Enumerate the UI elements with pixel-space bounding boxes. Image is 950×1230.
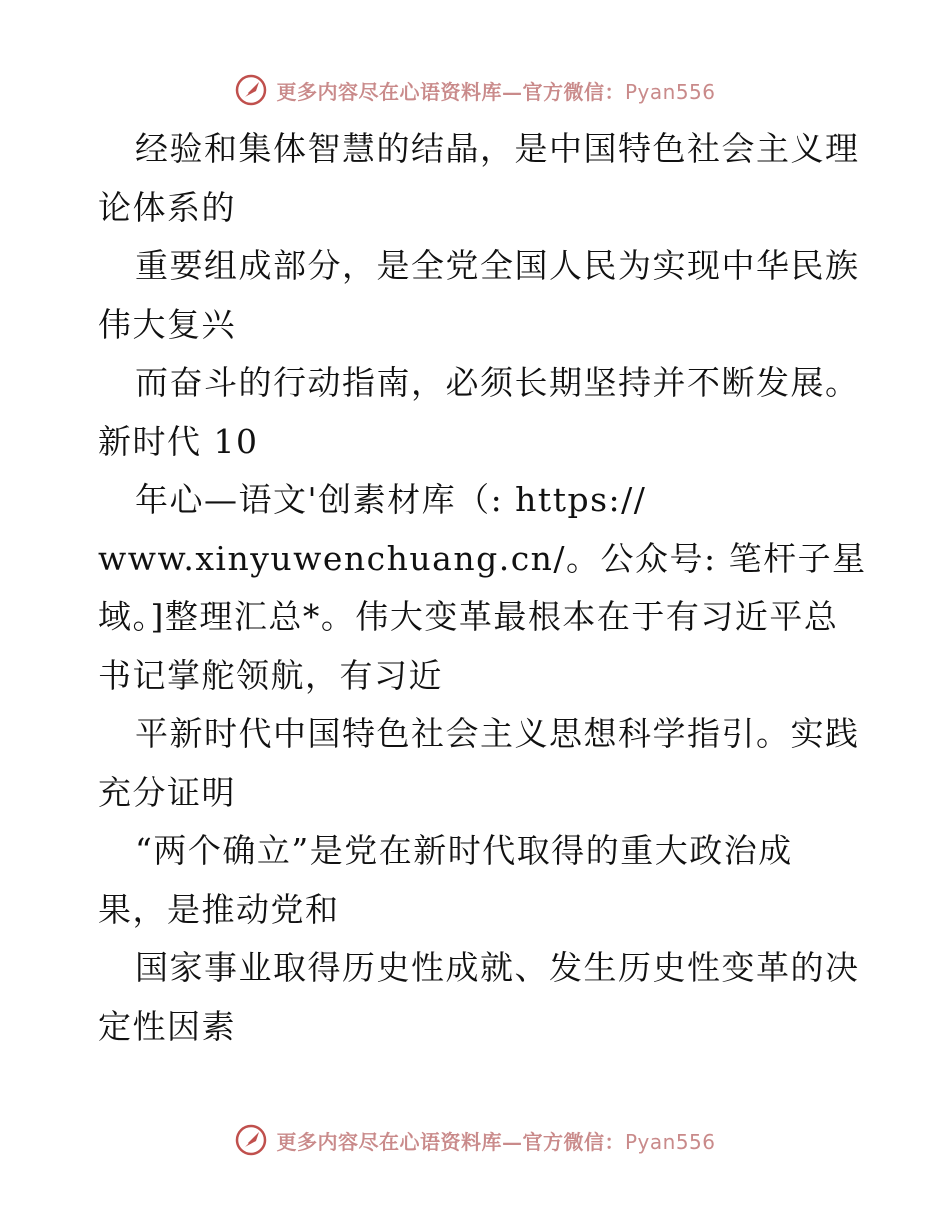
document-body [98, 120, 867, 1056]
text-line: “两个确立”是党在新时代取得的重大政治成 [135, 831, 793, 870]
header-banner [0, 70, 950, 110]
text-line: 经验和集体智慧的结晶，是中国特色社会主义理 [135, 129, 860, 168]
banner-label: 更多内容尽在心语资料库—官方微信： [276, 79, 625, 104]
text-line: 伟大复兴 [98, 304, 236, 344]
banner-wechat-id: Pyan556 [624, 1129, 716, 1154]
text-line: 果，是推动党和 [98, 889, 340, 929]
footer-banner [0, 1120, 950, 1160]
text-line: 平新时代中国特色社会主义思想科学指引。实践 [135, 714, 860, 753]
text-line: 书记掌舵领航，有习近 [98, 655, 443, 695]
text-line: 充分证明 [98, 772, 236, 812]
text-line: www.xinyuwenchuang.cn/。公众号: 笔杆子星 [98, 538, 867, 578]
text-line: 新时代 10 [98, 421, 259, 461]
text-line: 国家事业取得历史性成就、发生历史性变革的决 [135, 948, 860, 987]
text-line: 定性因素 [98, 1006, 236, 1046]
banner-label: 更多内容尽在心语资料库—官方微信： [276, 1129, 625, 1154]
quill-logo-icon [234, 1123, 268, 1157]
text-line: 重要组成部分，是全党全国人民为实现中华民族 [135, 246, 860, 285]
quill-logo-icon [234, 73, 268, 107]
banner-wechat-id: Pyan556 [624, 79, 716, 104]
text-line: 而奋斗的行动指南，必须长期坚持并不断发展。 [135, 363, 860, 402]
text-line: 论体系的 [98, 187, 236, 227]
text-line: 年心—语文'创素材库（: https:// [135, 480, 647, 519]
banner-text [276, 76, 715, 105]
banner-text [276, 1126, 715, 1155]
text-line: 域。]整理汇总*。伟大变革最根本在于有习近平总 [98, 597, 839, 636]
